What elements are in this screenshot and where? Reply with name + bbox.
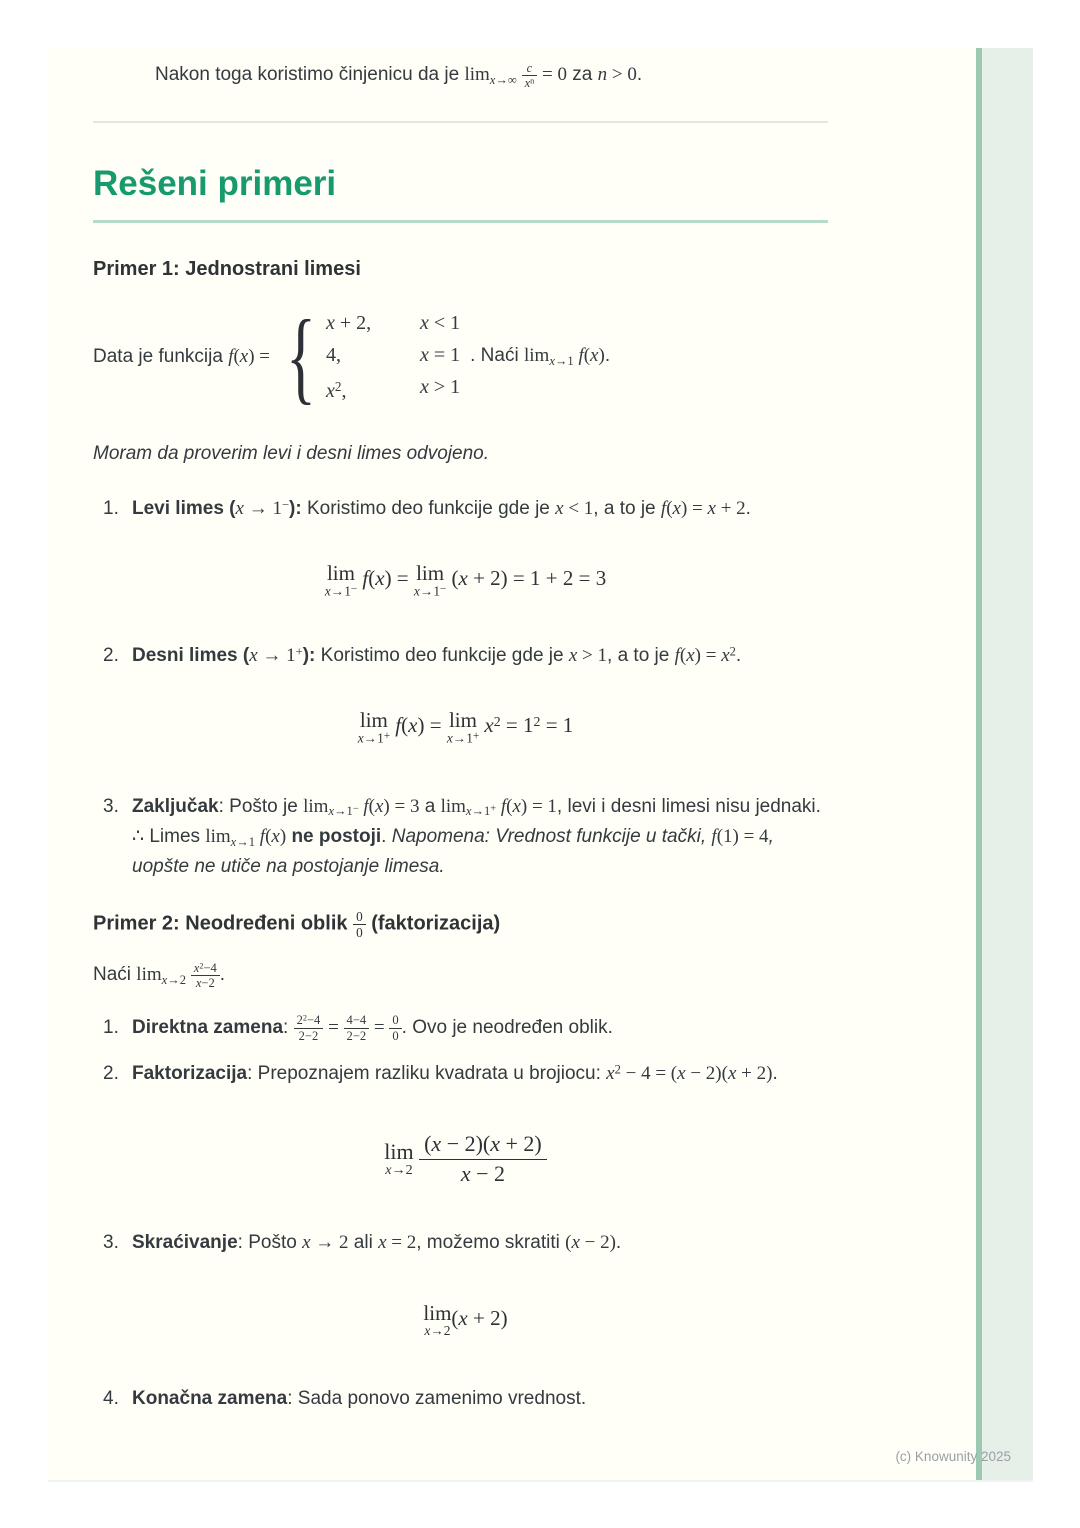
- list-item-number: 3.: [103, 1231, 119, 1253]
- piecewise-definition: [93, 298, 828, 414]
- list-item-number: 3.: [103, 795, 119, 817]
- page-content: [48, 48, 1033, 1415]
- list-item: [103, 792, 828, 883]
- list-item-text: Skraćivanje: Pošto x → 2 ali x = 2, možemo skratiti (x − 2).: [132, 1231, 622, 1253]
- case-row: [326, 371, 460, 407]
- list-item-number: 2.: [103, 1063, 119, 1085]
- case-expression: x + 2,: [325, 311, 372, 334]
- equation-factored: lim x→2 $\frac{(x - 2)(x + 2)}{x - 2}$: [103, 1130, 828, 1188]
- list-item: [103, 1013, 828, 1044]
- case-row: [326, 339, 460, 371]
- case-expression: 4,: [325, 343, 341, 366]
- case-condition: x < 1: [419, 311, 461, 334]
- list-item-text: Faktorizacija: Prepoznajem razliku kvadrata u brojiocu: $x^2 - 4 = (x - 2)(x + 2)$.: [132, 1062, 778, 1085]
- example1-steps: [93, 494, 828, 883]
- list-item-number: 4.: [103, 1388, 119, 1410]
- list-item-number: 1.: [103, 1016, 119, 1038]
- list-item: [103, 1059, 828, 1089]
- list-item: [103, 1228, 828, 1258]
- section-divider: [93, 121, 828, 123]
- intro-note: Nakon toga koristimo činjenicu da je limx→∞ $\frac{c}{x^n}$ = 0 za n > 0.: [155, 60, 643, 91]
- case-condition: x = 1: [419, 343, 461, 366]
- case-condition: x > 1: [419, 375, 461, 398]
- list-item-text: Desni limes (x → 1+): Koristimo deo funkcije gde je x > 1, a to je $f(x) = x^2$.: [132, 644, 742, 666]
- worksheet-page: [48, 48, 1033, 1482]
- case-row: [326, 307, 460, 339]
- thinking-note: Moram da proverim levi i desni limes odvojeno.: [93, 442, 489, 464]
- list-item: [103, 494, 828, 524]
- piecewise-prefix: Data je funkcija f(x) =: [93, 345, 271, 367]
- list-item: [103, 641, 828, 671]
- equation-left-limit: lim x→1− f(x) = lim x→1− (x + 2) = 1 + 2 = 3: [324, 561, 607, 599]
- example1-title: Primer 1: Jednostrani limesi: [93, 257, 361, 280]
- piecewise-suffix: . Naći limx→1 f(x).: [470, 345, 611, 369]
- cases-grid: [326, 307, 460, 407]
- list-item-number: 2.: [103, 644, 119, 666]
- list-item: [103, 1384, 828, 1414]
- page-title: Rešeni primeri: [93, 163, 828, 223]
- list-item-number: 1.: [103, 497, 119, 519]
- case-expression: $x^2$,: [325, 378, 347, 402]
- equation-right-limit: lim x→1+ f(x) = lim x→1+ $x^2 = 1^2 = 1$: [357, 708, 574, 746]
- curly-brace: {: [286, 298, 316, 414]
- list-item-text: Konačna zamena: Sada ponovo zamenimo vrednost.: [132, 1388, 587, 1410]
- list-item-text: Zaključak: Pošto je limx→1− f(x) = 3 a limx→1+ f(x) = 1, levi i desni limesi nisu jednaki. ∴ Limes limx→1 f(x) ne postoji. Napomena: Vrednost funkcije u tački, f(1) = 4, uopšte ne utiče na postojanje limesa.: [132, 795, 821, 878]
- copyright-notice: (c) Knowunity 2025: [895, 1449, 1011, 1464]
- list-item-text: Direktna zamena: $\frac{2^2-4}{2-2}$ = $\frac{4-4}{2-2}$ = $\frac{0}{0}$ . Ovo je neodređen oblik.: [132, 1013, 613, 1043]
- list-item-text: Levi limes (x → 1−): Koristimo deo funkcije gde je x < 1, a to je f(x) = x + 2.: [132, 497, 751, 519]
- example2-steps: [93, 1013, 828, 1415]
- example2-title: Primer 2: Neodređeni oblik $\frac{0}{0}$ (faktorizacija): [93, 908, 501, 940]
- equation-cancelled: lim x→2 (x + 2): [423, 1301, 508, 1339]
- example2-task: Naći limx→2 $\frac{x^2-4}{x-2}$ .: [93, 960, 226, 991]
